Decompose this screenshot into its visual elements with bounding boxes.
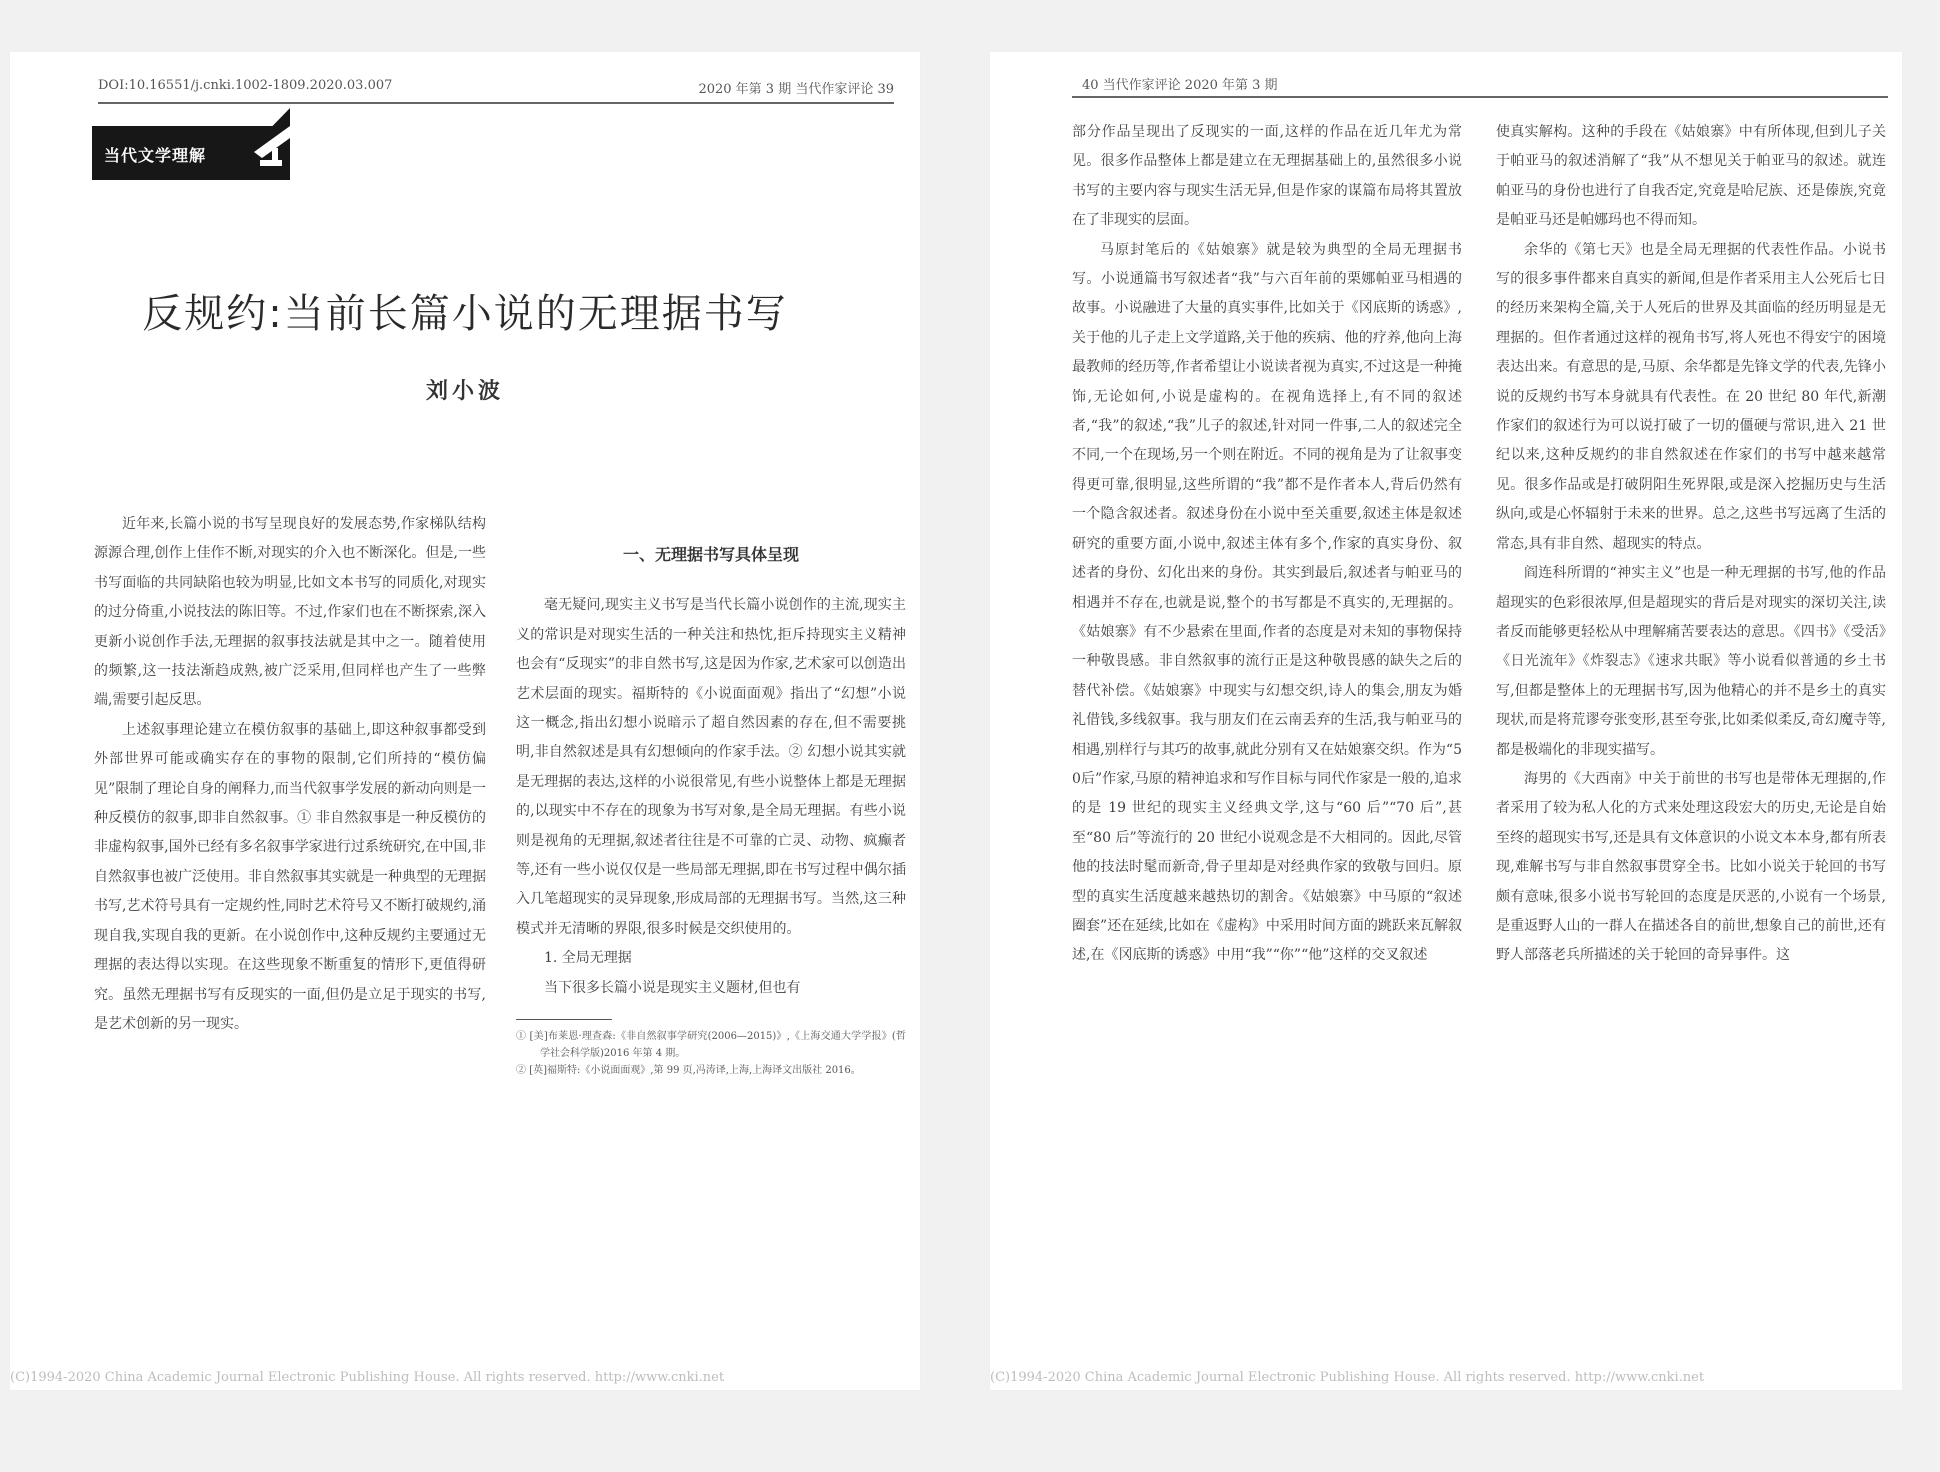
journal-running-header: 2020 年第 3 期 当代作家评论 39 <box>698 82 894 97</box>
doi-header: DOI:10.16551/j.cnki.1002-1809.2020.03.007 <box>98 78 393 93</box>
journal-page-39 <box>10 52 920 1390</box>
journal-running-header: 40 当代作家评论 2020 年第 3 期 <box>1082 78 1278 93</box>
copyright-footer: (C)1994-2020 China Academic Journal Electronic Publishing House. All rights reserved. http://www.cnki.net <box>10 1370 725 1385</box>
body-paragraph: 上述叙事理论建立在模仿叙事的基础上,即这种叙事都受到外部世界可能或确实存在的事物的限制,它们所持的“模仿偏见”限制了理论自身的阐释力,而当代叙事学发展的新动向则是一种反模仿的叙事,即非自然叙事。① 非自然叙事是一种反模仿的非虚构叙事,国外已经有多名叙事学家进行过系统研究,在中国,非自然叙事也被广泛使用。非自然叙事其实就是一种典型的无理据书写,艺术符号具有一定规约性,同时艺术符号又不断打破规约,涌现自我,实现自我的更新。在小说创作中,这种反规约主要通过无理据的表达得以实现。在这些现象不断重复的情形下,更值得研究。虽然无理据书写有反现实的一面,但仍是立足于现实的书写,是艺术创新的另一现实。 <box>94 721 486 1032</box>
body-column-right <box>1496 118 1886 971</box>
body-column-right <box>516 540 906 1079</box>
body-paragraph: 阎连科所谓的“神实主义”也是一种无理据的书写,他的作品超现实的色彩很浓厚,但是超现实的背后是对现实的深切关注,读者反而能够更轻松从中理解痛苦要表达的意思。《四书》《受活》《日光流年》《炸裂志》《速求共眠》等小说看似普通的乡土书写,但都是整体上的无理据书写,因为他精心的并不是乡土的真实现状,而是将荒谬夸张变形,甚至夸张,比如柔似柔反,奇幻魔寺等,都是极端化的非现实描写。 <box>1496 565 1886 758</box>
journal-page-40 <box>990 52 1902 1390</box>
copyright-footer: (C)1994-2020 China Academic Journal Electronic Publishing House. All rights reserved. http://www.cnki.net <box>990 1370 1705 1385</box>
body-paragraph: 余华的《第七天》也是全局无理据的代表性作品。小说书写的很多事件都来自真实的新闻,但是作者采用主人公死后七日的经历来架构全篇,关于人死后的世界及其面临的经历明显是无理据的。但作者通过这样的视角书写,将人死也不得安宁的困境表达出来。有意思的是,马原、余华都是先锋文学的代表,先锋小说的反规约书写本身就具有代表性。在 20 世纪 80 年代,新潮作家们的叙述行为可以说打破了一切的僵硬与常识,进入 21 世纪以来,这种反规约的非自然叙述在作家们的书写中越来越常见。很多作品或是打破阴阳生死界限,或是深入挖掘历史与生活纵向,或是心怀辐射于未来的世界。总之,这些书写远离了生活的常态,具有非自然、超现实的特点。 <box>1496 241 1886 552</box>
section-logo-icon <box>220 108 290 180</box>
footnotes <box>516 1028 906 1079</box>
body-paragraph: 毫无疑问,现实主义书写是当代长篇小说创作的主流,现实主义的常识是对现实生活的一种关注和热忱,拒斥持现实主义精神也会有“反现实”的非自然书写,这是因为作家,艺术家可以创造出艺术层面的现实。福斯特的《小说面面观》指出了“幻想”小说这一概念,指出幻想小说暗示了超自然因素的存在,但不需要挑明,非自然叙述是具有幻想倾向的作家手法。② 幻想小说其实就是无理据的表达,这样的小说很常见,有些小说整体上都是无理据的,以现实中不存在的现象为书写对象,是全局无理据。有些小说则是视角的无理据,叙述者往往是不可靠的亡灵、动物、疯癫者等,还有一些小说仅仅是一些局部无理据,即在书写过程中偶尔插入几笔超现实的灵异现象,形成局部的无理据书写。当然,这三种模式并无清晰的界限,很多时候是交织使用的。 <box>516 597 906 937</box>
body-paragraph: 海男的《大西南》中关于前世的书写也是带体无理据的,作者采用了较为私人化的方式来处理这段宏大的历史,无论是自始至终的超现实书写,还是具有文体意识的小说文本本身,都有所表现,难解书写与非自然叙事贯穿全书。比如小说关于轮回的书写颇有意味,很多小说书写轮回的态度是厌恶的,小说有一个场景,是重返野人山的一群人在描述各自的前世,想象自己的前世,还有野人部落老兵所描述的关于轮回的奇异事件。这 <box>1496 770 1886 964</box>
section-tag <box>92 126 290 180</box>
header-rule <box>98 102 894 104</box>
body-paragraph: 马原封笔后的《姑娘寨》就是较为典型的全局无理据书写。小说通篇书写叙述者“我”与六百年前的栗娜帕亚马相遇的故事。小说融进了大量的真实事件,比如关于《冈底斯的诱惑》,关于他的儿子走上文学道路,关于他的疾病、他的疗养,他向上海最教师的经历等,作者希望让小说读者视为真实,不过这是一种掩饰,无论如何,小说是虚构的。在视角选择上,有不同的叙述者,“我”的叙述,“我”儿子的叙述,针对同一件事,二人的叙述完全不同,一个在现场,另一个则在附近。不同的视角是为了让叙事变得更可靠,很明显,这些所谓的“我”都不是作者本人,背后仍然有一个隐含叙述者。叙述身份在小说中至关重要,叙述主体是叙述研究的重要方面,小说中,叙述主体有多个,作家的真实身份、叙述者的身份、幻化出来的身份。其实到最后,叙述者与帕亚马的相遇并不存在,也就是说,整个的书写都是不真实的,无理据的。《姑娘寨》有不少悬索在里面,作者的态度是对未知的事物保持一种敬畏感。非自然叙事的流行正是这种敬畏感的缺失之后的替代补偿。《姑娘寨》中现实与幻想交织,诗人的集会,朋友为婚礼借钱,多线叙事。我与朋友们在云南丢弃的生活,我与帕亚马的相遇,别样行与其巧的故事,就此分别有又在姑娘寨交织。作为“50后”作家,马原的精神追求和写作目标与同代作家是一般的,追求的是 19 世纪的现实主义经典文学,这与“60 后”“70 后”,甚至“80 后”等流行的 20 世纪小说观念是不大相同的。因此,尽管他的技法时髦而新奇,骨子里却是对经典作家的致敬与回归。原型的真实生活度越来越热切的割舍。《姑娘寨》中马原的“叙述圈套”还在延续,比如在《虚构》中采用时间方面的跳跃来瓦解叙述,在《冈底斯的诱惑》中用“我”“你”“他”这样的交叉叙述 <box>1072 241 1462 964</box>
footnote-rule <box>516 1019 612 1020</box>
body-column-left <box>1072 118 1462 971</box>
footnote: ① [美]布莱恩·理查森:《非自然叙事学研究(2006—2015)》,《上海交通大学学报》(哲学社会科学版)2016 年第 4 期。 <box>516 1031 906 1060</box>
section-tag-label: 当代文学理解 <box>104 146 207 165</box>
section-heading: 一、无理据书写具体呈现 <box>622 545 799 564</box>
article-title: 反规约:当前长篇小说的无理据书写 <box>142 291 788 337</box>
subheading: 1. 全局无理据 <box>544 950 632 967</box>
header-rule <box>1072 96 1888 98</box>
body-paragraph: 部分作品呈现出了反现实的一面,这样的作品在近几年尤为常见。很多作品整体上都是建立在无理据基础上的,虽然很多小说书写的主要内容与现实生活无异,但是作家的谋篇布局将其置放在了非现实的层面。 <box>1072 124 1462 229</box>
footnote: ② [英]福斯特:《小说面面观》,第 99 页,冯涛译,上海,上海译文出版社 2016。 <box>516 1065 861 1077</box>
body-paragraph: 当下很多长篇小说是现实主义题材,但也有 <box>544 979 801 996</box>
body-column-left <box>94 510 486 1039</box>
article-author: 刘小波 <box>425 378 504 404</box>
body-paragraph: 使真实解构。这种的手段在《姑娘寨》中有所体现,但到儿子关于帕亚马的叙述消解了“我”从不想见关于帕亚马的叙述。就连帕亚马的身份也进行了自我否定,究竟是哈尼族、还是傣族,究竟是帕亚马还是帕娜玛也不得而知。 <box>1496 124 1886 229</box>
body-paragraph: 近年来,长篇小说的书写呈现良好的发展态势,作家梯队结构源源合理,创作上佳作不断,对现实的介入也不断深化。但是,一些书写面临的共同缺陷也较为明显,比如文本书写的同质化,对现实的过分倚重,小说技法的陈旧等。不过,作家们也在不断探索,深入更新小说创作手法,无理据的叙事技法就是其中之一。随着使用的频繁,这一技法渐趋成熟,被广泛采用,但同样也产生了一些弊端,需要引起反思。 <box>94 516 486 709</box>
